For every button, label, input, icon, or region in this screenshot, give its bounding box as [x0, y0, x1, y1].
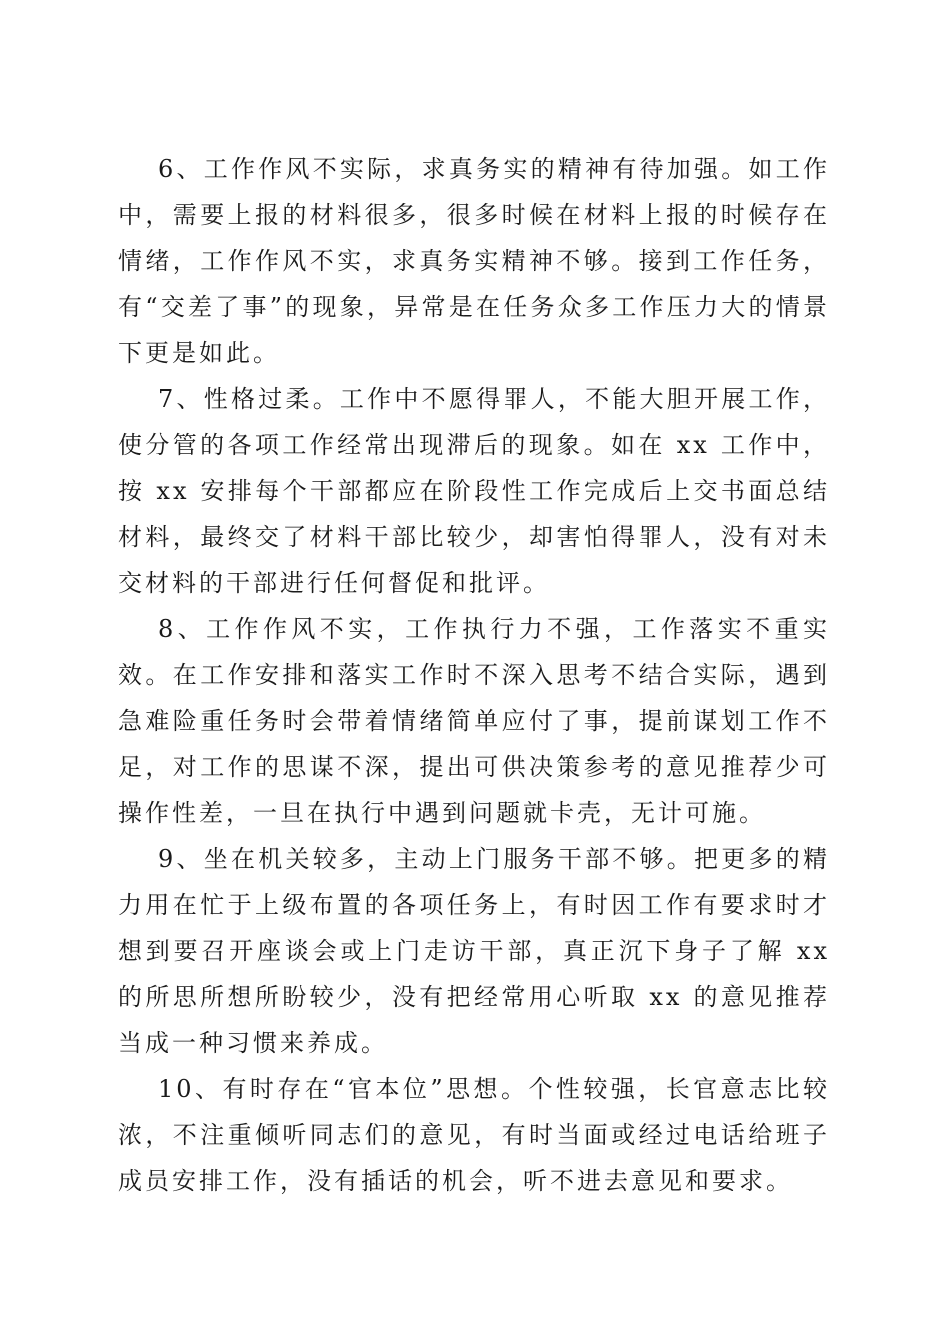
- paragraph-10: 10、有时存在“官本位”思想。个性较强，长官意志比较浓，不注重倾听同志们的意见，有时当面或经过电话给班子成员安排工作，没有插话的机会，听不进去意见和要求。: [118, 1075, 830, 1195]
- paragraph-9: 9、坐在机关较多，主动上门服务干部不够。把更多的精力用在忙于上级布置的各项任务上，有时因工作有要求时才想到要召开座谈会或上门走访干部，真正沉下身子了解 xx 的所思所想所盼较少，没有把经常用心听取 xx 的意见推荐当成一种习惯来养成。: [118, 845, 830, 1057]
- paragraph-6: 6、工作作风不实际，求真务实的精神有待加强。如工作中，需要上报的材料很多，很多时候在材料上报的时候存在情绪，工作作风不实，求真务实精神不够。接到工作任务，有“交差了事”的现象，异常是在任务众多工作压力大的情景下更是如此。: [118, 155, 830, 367]
- paragraph-7: 7、性格过柔。工作中不愿得罪人，不能大胆开展工作，使分管的各项工作经常出现滞后的现象。如在 xx 工作中，按 xx 安排每个干部都应在阶段性工作完成后上交书面总结材料，最终交了材料干部比较少，却害怕得罪人，没有对未交材料的干部进行任何督促和批评。: [118, 385, 830, 597]
- paragraph-8: 8、工作作风不实，工作执行力不强，工作落实不重实效。在工作安排和落实工作时不深入思考不结合实际，遇到急难险重任务时会带着情绪简单应付了事，提前谋划工作不足，对工作的思谋不深，提出可供决策参考的意见推荐少可操作性差，一旦在执行中遇到问题就卡壳，无计可施。: [118, 615, 830, 827]
- document-body: [118, 146, 830, 1204]
